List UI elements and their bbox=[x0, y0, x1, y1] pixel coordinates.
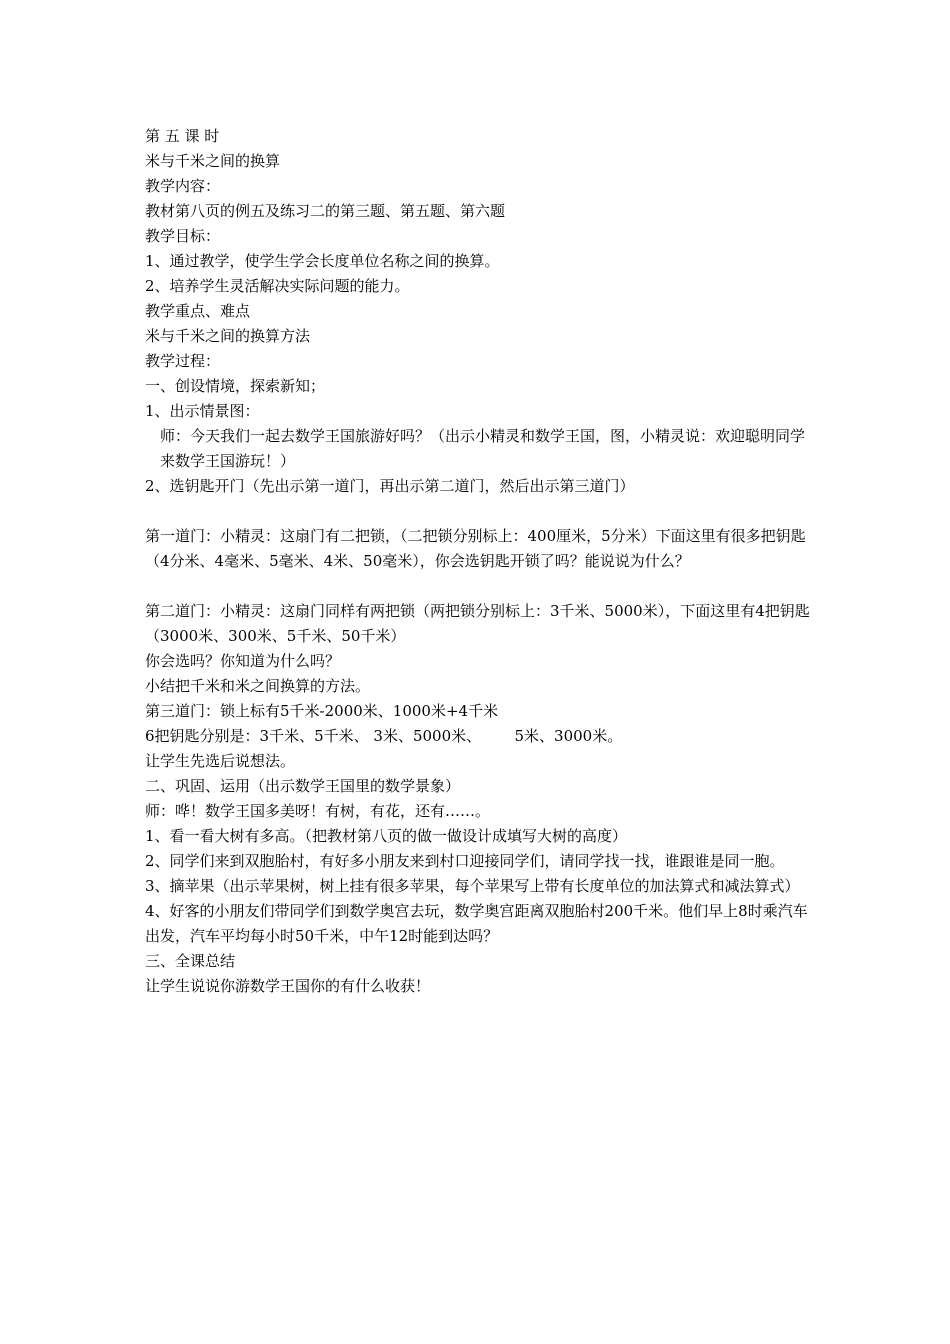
text-line: 1、通过教学，使学生学会长度单位名称之间的换算。 bbox=[145, 252, 500, 270]
document-body bbox=[145, 124, 815, 999]
lesson-number: 第 五 课 时 bbox=[145, 127, 220, 145]
text-line: 2、培养学生灵活解决实际问题的能力。 bbox=[145, 277, 410, 295]
text-line: 一、创设情境，探索新知； bbox=[145, 377, 326, 395]
text-line: 教材第八页的例五及练习二的第三题、第五题、第六题 bbox=[145, 202, 506, 220]
section-heading: 教学目标： bbox=[145, 227, 221, 245]
blank-line bbox=[145, 499, 815, 524]
text-paragraph: 3、摘苹果（出示苹果树，树上挂有很多苹果，每个苹果写上带有长度单位的加法算式和减法算式） bbox=[145, 877, 800, 895]
blank-line bbox=[145, 574, 815, 599]
text-paragraph: 师：今天我们一起去数学王国旅游好吗？（出示小精灵和数学王国，图，小精灵说：欢迎聪明同学来数学王国游玩！） bbox=[160, 427, 806, 470]
text-line: 二、巩固、运用（出示数学王国里的数学景象） bbox=[145, 777, 461, 795]
text-paragraph: 第二道门：小精灵：这扇门同样有两把锁（两把锁分别标上：3千米、5000米），下面这里有4把钥匙（3000米、300米、5千米、50千米） bbox=[145, 602, 810, 645]
section-heading: 教学内容： bbox=[145, 177, 221, 195]
text-paragraph: 2、同学们来到双胞胎村，有好多小朋友来到村口迎接同学们，请同学找一找，谁跟谁是同一胞。 bbox=[145, 852, 785, 870]
section-heading: 教学过程： bbox=[145, 352, 221, 370]
text-line: 1、看一看大树有多高。（把教材第八页的做一做设计成填写大树的高度） bbox=[145, 827, 628, 845]
section-heading: 三、全课总结 bbox=[145, 952, 236, 970]
text-line: 让学生说说你游数学王国你的有什么收获！ bbox=[145, 977, 431, 995]
text-paragraph: 4、好客的小朋友们带同学们到数学奥宫去玩，数学奥宫距离双胞胎村200千米。他们早上8时乘汽车出发，汽车平均每小时50千米，中午12时能到达吗？ bbox=[145, 902, 808, 945]
text-paragraph: 第一道门：小精灵：这扇门有二把锁，（二把锁分别标上：400厘米，5分米）下面这里有很多把钥匙（4分米、4毫米、5毫米、4米、50毫米），你会选钥匙开锁了吗？能说说为什么？ bbox=[145, 527, 806, 570]
text-line: 1、出示情景图： bbox=[145, 402, 260, 420]
text-line: 师：哗！数学王国多美呀！有树，有花，还有……。 bbox=[145, 802, 491, 820]
lesson-title: 米与千米之间的换算 bbox=[145, 152, 281, 170]
text-line: 你会选吗？你知道为什么吗？ bbox=[145, 652, 341, 670]
text-line: 让学生先选后说想法。 bbox=[145, 752, 296, 770]
text-line: 小结把千米和米之间换算的方法。 bbox=[145, 677, 371, 695]
text-line: 第三道门：锁上标有5千米-2000米、1000米+4千米 bbox=[145, 702, 499, 720]
text-line: 米与千米之间的换算方法 bbox=[145, 327, 311, 345]
section-heading: 教学重点、难点 bbox=[145, 302, 251, 320]
text-line: 2、选钥匙开门（先出示第一道门，再出示第二道门，然后出示第三道门） bbox=[145, 477, 635, 495]
text-line: 6把钥匙分别是：3千米、5千米、 3米、5000米、 5米、3000米。 bbox=[145, 727, 623, 745]
